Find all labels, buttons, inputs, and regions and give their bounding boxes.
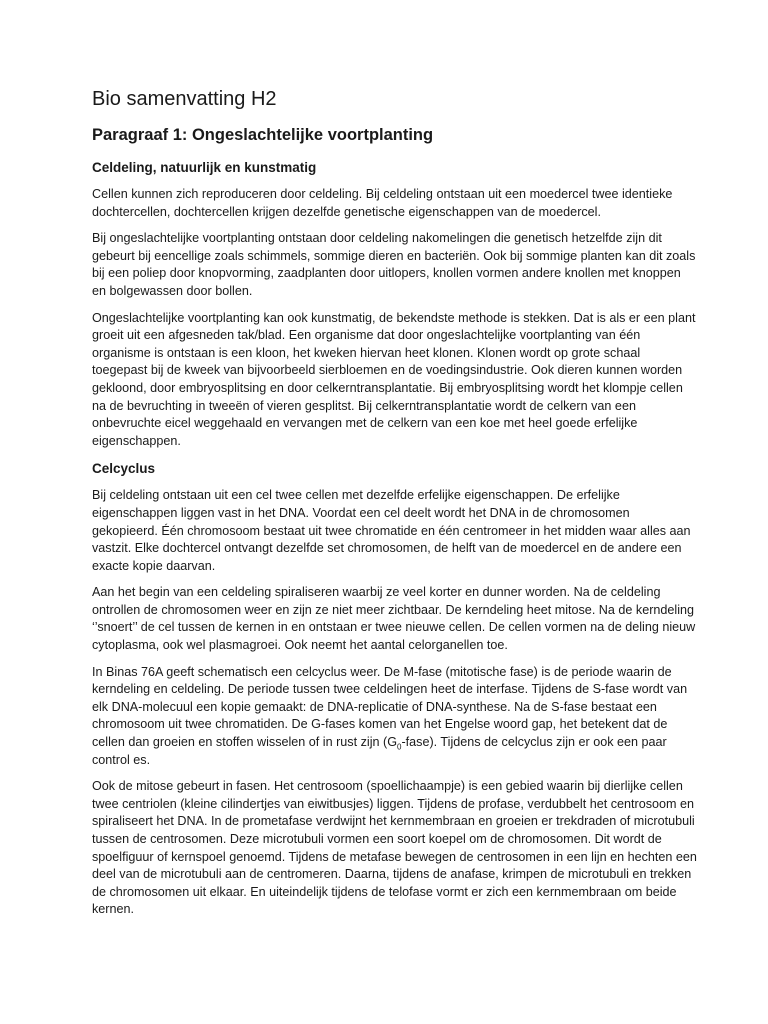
paragraph-6-subscript: 0 bbox=[397, 742, 402, 752]
paragraph-6-text-b: -fase). Tijdens de celcyclus zijn er ook een paar control es. bbox=[92, 735, 667, 767]
paragraph-4: Bij celdeling ontstaan uit een cel twee cellen met dezelfde erfelijke eigenschappen. De erfelijke eigenschappen liggen vast in het DNA. Voordat een cel deelt wordt het DNA in de chromosomen gekopieerd. Één chromosoom bestaat uit twee chromatide en één centromeer in het midden waar alles aan vastzit. Elke dochtercel ontvangt dezelfde set chromosomen, de helft van de moedercel en de andere een exacte kopie daarvan. bbox=[92, 488, 691, 573]
document-title: Bio samenvatting H2 bbox=[92, 88, 277, 110]
paragraph-1: Cellen kunnen zich reproduceren door celdeling. Bij celdeling ontstaan uit een moedercel twee identieke dochtercellen, dochtercellen krijgen dezelfde genetische eigenschappen van de moedercel. bbox=[92, 187, 673, 219]
paragraph-5: Aan het begin van een celdeling spiraliseren waarbij ze veel korter en dunner worden. Na de celdeling ontrollen de chromosomen weer en zijn ze niet meer zichtbaar. De kerndeling heet mitose. Na de kerndeling ‘’snoert’’ de cel tussen de kernen in en ontstaan er twee nieuwe cellen. De cellen vormen na de deling nieuw cytoplasma, ook wel plasmagroei. Ook neemt het aantal celorganellen toe. bbox=[92, 585, 696, 653]
subheading-celdeling: Celdeling, natuurlijk en kunstmatig bbox=[92, 160, 317, 175]
subheading-celcyclus: Celcyclus bbox=[92, 461, 156, 477]
paragraph-6 bbox=[92, 664, 698, 770]
section-title: Paragraaf 1: Ongeslachtelijke voortplanting bbox=[92, 126, 434, 144]
paragraph-6-text-a: In Binas 76A geeft schematisch een celcyclus weer. De M-fase (mitotische fase) is de periode waarin de kerndeling en celdeling. De periode tussen twee celdelingen heet de interfase. Tijdens de S-fase wordt van elk DNA-molecuul een kopie gemaakt: de DNA-replicatie of DNA-synthese. Na de S-fase bestaat een chromosoom uit twee chromatiden. De G-fases komen van het Engelse woord gap, het betekent dat de cellen dan groeien en stoffen wisselen of in rust zijn (G bbox=[92, 664, 688, 750]
paragraph-7: Ook de mitose gebeurt in fasen. Het centrosoom (spoellichaampje) is een gebied waarin bij dierlijke cellen twee centriolen (kleine cilindertjes van eiwitbusjes) liggen. Tijdens de profase, verdubbelt het centrosoom en spiraliseert het DNA. In de prometafase verdwijnt het kernmembraan en groeien er trekdraden of microtubuli tussen de centrosomen. Deze microtubuli vormen een soort koepel om de chromosomen. Dit wordt de spoelfiguur of kernspoel genoemd. Tijdens de metafase bewegen de centrosomen in een lijn en hechten een deel van de microtubuli aan de centromeren. Daarna, tijdens de anafase, krimpen de microtubuli en trekken de chromosomen uit elkaar. En uiteindelijk tijdens de telofase vormt er zich een kernmembraan om beide kernen. bbox=[92, 779, 697, 917]
paragraph-2: Bij ongeslachtelijke voortplanting ontstaan door celdeling nakomelingen die genetisch hetzelfde zijn dit gebeurt bij eencellige zoals schimmels, sommige dieren en bacteriën. Ook bij sommige planten kan dit zoals bij een poliep door knopvorming, zaadplanten door uitlopers, knollen vormen andere knollen met knoppen en bolgewassen door bollen. bbox=[92, 231, 696, 298]
paragraph-3: Ongeslachtelijke voortplanting kan ook kunstmatig, de bekendste methode is stekken. Dat is als er een plant groeit uit een afgesneden tak/blad. Een organisme dat door ongeslachtelijke voortplanting van één organisme is ontstaan is een kloon, het kweken hiervan heet klonen. Klonen wordt op grote schaal toegepast bij de kweek van bijvoorbeeld sierbloemen en de voedingsindustrie. Ook dieren kunnen worden gekloond, door embryosplitsing en door celkerntransplantatie. Bij embryosplitsing wordt het klompje cellen na de bevruchting in tweeën of vieren gesplitst. Bij celkerntransplantatie wordt de celkern van een onbevruchte eicel weggehaald en vervangen met de celkern van een koe met heel goede erfelijke eigenschappen. bbox=[92, 310, 696, 448]
